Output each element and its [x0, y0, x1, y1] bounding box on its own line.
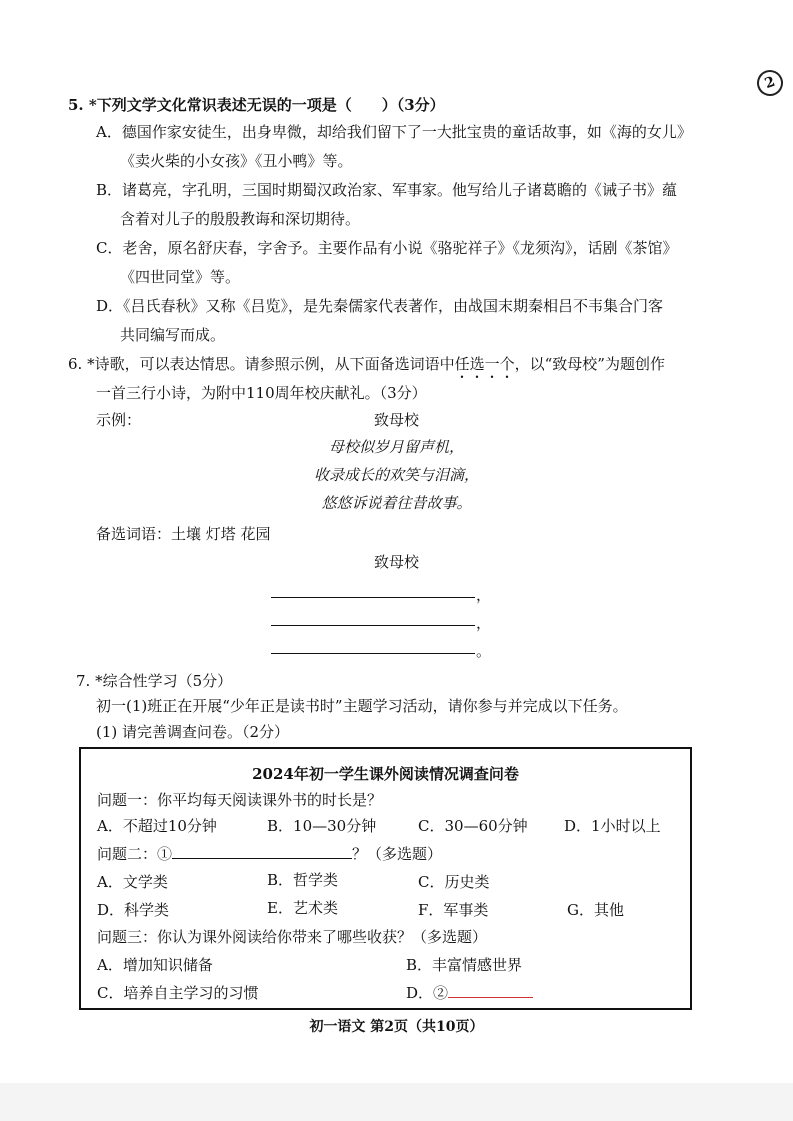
q7-intro: 初一(1)班正在开展“少年正是读书时”主题学习活动，请你参与并完成以下任务。	[96, 697, 628, 715]
survey-box	[79, 747, 692, 1010]
q6-example-label: 示例：	[96, 411, 142, 429]
survey-q1-option-b: B．10—30分钟	[267, 817, 377, 835]
q6-candidate-words: 备选词语：土壤 灯塔 花园	[96, 525, 271, 543]
survey-q2-option-d: D．科学类	[97, 901, 170, 919]
q6-blank-3-punct: 。	[476, 642, 492, 660]
q5-stem: 5. *下列文学文化常识表述无误的一项是（ ）（3分）	[68, 96, 445, 114]
survey-q3-option-a: A．增加知识储备	[97, 956, 213, 974]
survey-q3-option-b: B．丰富情感世界	[406, 956, 523, 974]
q6-example-line-1: 母校似岁月留声机，	[328, 438, 464, 456]
survey-q2-option-e: E．艺术类	[267, 899, 338, 917]
q6-stem-emphasis: 任选一个	[454, 355, 515, 373]
q6-stem-post: ，以“致母校”为题创作	[514, 355, 665, 373]
survey-question-3: 问题三：你认为课外阅读给你带来了哪些收获？（多选题）	[97, 928, 488, 946]
survey-q2-blank[interactable]	[172, 844, 352, 859]
survey-q2-option-a: A．文学类	[97, 873, 168, 891]
survey-q2-option-f: F．军事类	[418, 901, 489, 919]
survey-q1-option-a: A．不超过10分钟	[97, 817, 217, 835]
survey-q2-option-b: B．哲学类	[267, 871, 339, 889]
survey-q1-option-d: D．1小时以上	[564, 817, 661, 835]
survey-q2-option-c: C．历史类	[418, 873, 490, 891]
survey-q3-option-d	[406, 982, 533, 1004]
q6-answer-blank-3[interactable]	[271, 653, 475, 654]
q6-answer-blank-2[interactable]	[271, 625, 475, 626]
q6-example-line-2: 收录成长的欢笑与泪滴，	[313, 466, 479, 484]
q6-blank-1-punct: ，	[476, 586, 492, 604]
survey-q3-option-d-label: D．②	[406, 984, 449, 1002]
q5-option-b-line1: B．诸葛亮，字孔明，三国时期蜀汉政治家、军事家。他写给儿子诸葛瞻的《诫子书》蕴	[96, 181, 678, 199]
page-number-stamp: 2	[753, 66, 786, 99]
survey-q2-suffix: ？（多选题）	[352, 845, 443, 863]
survey-question-2	[97, 843, 442, 865]
q5-option-d-line1: D．《吕氏春秋》又称《吕览》，是先秦儒家代表著作，由战国末期秦相吕不韦集合门客	[96, 297, 664, 315]
q7-stem: 7. *综合性学习（5分）	[76, 672, 233, 690]
q6-blank-2-punct: ，	[476, 614, 492, 632]
q5-option-d-line2: 共同编写而成。	[120, 326, 226, 344]
scan-bottom-margin	[0, 1083, 793, 1121]
survey-title: 2024年初一学生课外阅读情况调查问卷	[252, 765, 519, 783]
q6-answer-title: 致母校	[373, 553, 419, 571]
q5-option-b-line2: 含着对儿子的殷殷教诲和深切期待。	[120, 210, 361, 228]
q6-stem-pre: 6. *诗歌，可以表达情思。请参照示例，从下面备选词语中	[68, 355, 455, 373]
survey-q1-option-c: C．30—60分钟	[418, 817, 528, 835]
q6-answer-blank-1[interactable]	[271, 597, 475, 598]
survey-q2-option-g: G．其他	[567, 901, 624, 919]
survey-question-1: 问题一：你平均每天阅读课外书的时长是？	[97, 791, 383, 809]
q6-stem-line2: 一首三行小诗，为附中110周年校庆献礼。（3分）	[96, 384, 427, 402]
page-footer: 初一语文 第2页（共10页）	[309, 1019, 484, 1035]
q6-example-line-3: 悠悠诉说着往昔故事。	[321, 494, 472, 512]
q7-task-1: (1) 请完善调查问卷。（2分）	[96, 723, 290, 741]
q5-option-a-line1: A．德国作家安徒生，出身卑微，却给我们留下了一大批宝贵的童话故事，如《海的女儿》	[96, 123, 692, 141]
q6-stem-line1	[68, 353, 665, 382]
q6-example-title: 致母校	[373, 411, 419, 429]
survey-q3-option-c: C．培养自主学习的习惯	[97, 984, 259, 1002]
survey-q2-prefix: 问题二：①	[97, 845, 173, 863]
q5-option-a-line2: 《卖火柴的小女孩》《丑小鸭》等。	[120, 152, 353, 170]
q5-option-c-line2: 《四世同堂》等。	[120, 268, 241, 286]
survey-q3-blank[interactable]	[448, 985, 533, 998]
q5-option-c-line1: C．老舍，原名舒庆春，字舍予。主要作品有小说《骆驼祥子》《龙须沟》，话剧《茶馆》	[96, 239, 678, 257]
